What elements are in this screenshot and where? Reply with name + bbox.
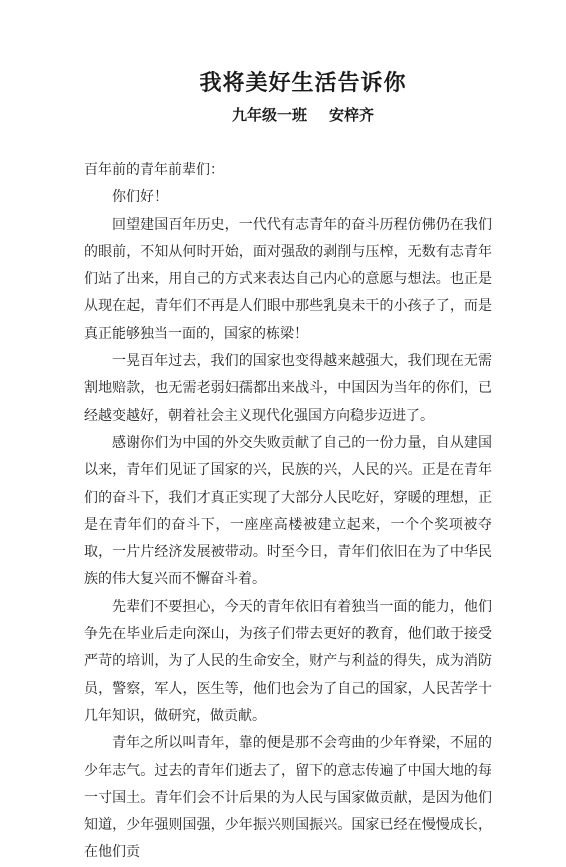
salutation: 百年前的青年前辈们：	[84, 162, 224, 178]
paragraph: 回望建国百年历史，一代代有志青年的奋斗历程仿佛仍在我们的眼前，不知从何时开始，面对强敌的剥削与压榨，无数有志青年们站了出来，用自己的方式来表达自己内心的意愿与想法。也正是从现在起，青年们不再是人们眼中那些乳臭未干的小孩子了，而是真正能够独当一面的，国家的栋梁！	[84, 216, 492, 342]
author-name: 安梓齐	[329, 106, 375, 124]
paragraph: 感谢你们为中国的外交失败贡献了自己的一份力量，自从建国以来，青年们见证了国家的兴，民族的兴，人民的兴。正是在青年们的奋斗下，我们才真正实现了大部分人民吃好，穿暖的理想，正是在青年们的奋斗下，一座座高楼被建立起来，一个个奖项被夺取，一片片经济发展被带动。时至今日，青年们依旧在为了中华民族的伟大复兴而不懈奋斗着。	[84, 434, 492, 588]
paragraph: 青年之所以叫青年，靠的便是那不会弯曲的少年脊梁，不屈的少年志气。过去的青年们逝去了，留下的意志传遍了中国大地的每一寸国土。青年们会不计后果的为人民与国家做贡献，是因为他们知道，少年强则国强，少年振兴则国振兴。国家已经在慢慢成长，在他们贡	[84, 735, 492, 861]
essay-title: 我将美好生活告诉你	[199, 71, 407, 96]
author-class: 九年级一班	[231, 106, 307, 124]
letter-body	[84, 157, 492, 867]
paragraph: 一晃百年过去，我们的国家也变得越来越强大，我们现在无需割地赔款，也无需老弱妇孺都出来战斗，中国因为当年的你们，已经越变越好，朝着社会主义现代化强国方向稳步迈进了。	[84, 353, 492, 424]
greeting: 你们好！	[112, 189, 168, 206]
paragraph: 先辈们不要担心，今天的青年依旧有着独当一面的能力，他们争先在毕业后走向深山，为孩子们带去更好的教育，他们敢于接受严苛的培训，为了人民的生命安全，财产与利益的得失，成为消防员，警察，军人，医生等，他们也会为了自己的国家，人民苦学十几年知识，做研究，做贡献。	[84, 598, 492, 724]
author-line	[0, 104, 566, 125]
